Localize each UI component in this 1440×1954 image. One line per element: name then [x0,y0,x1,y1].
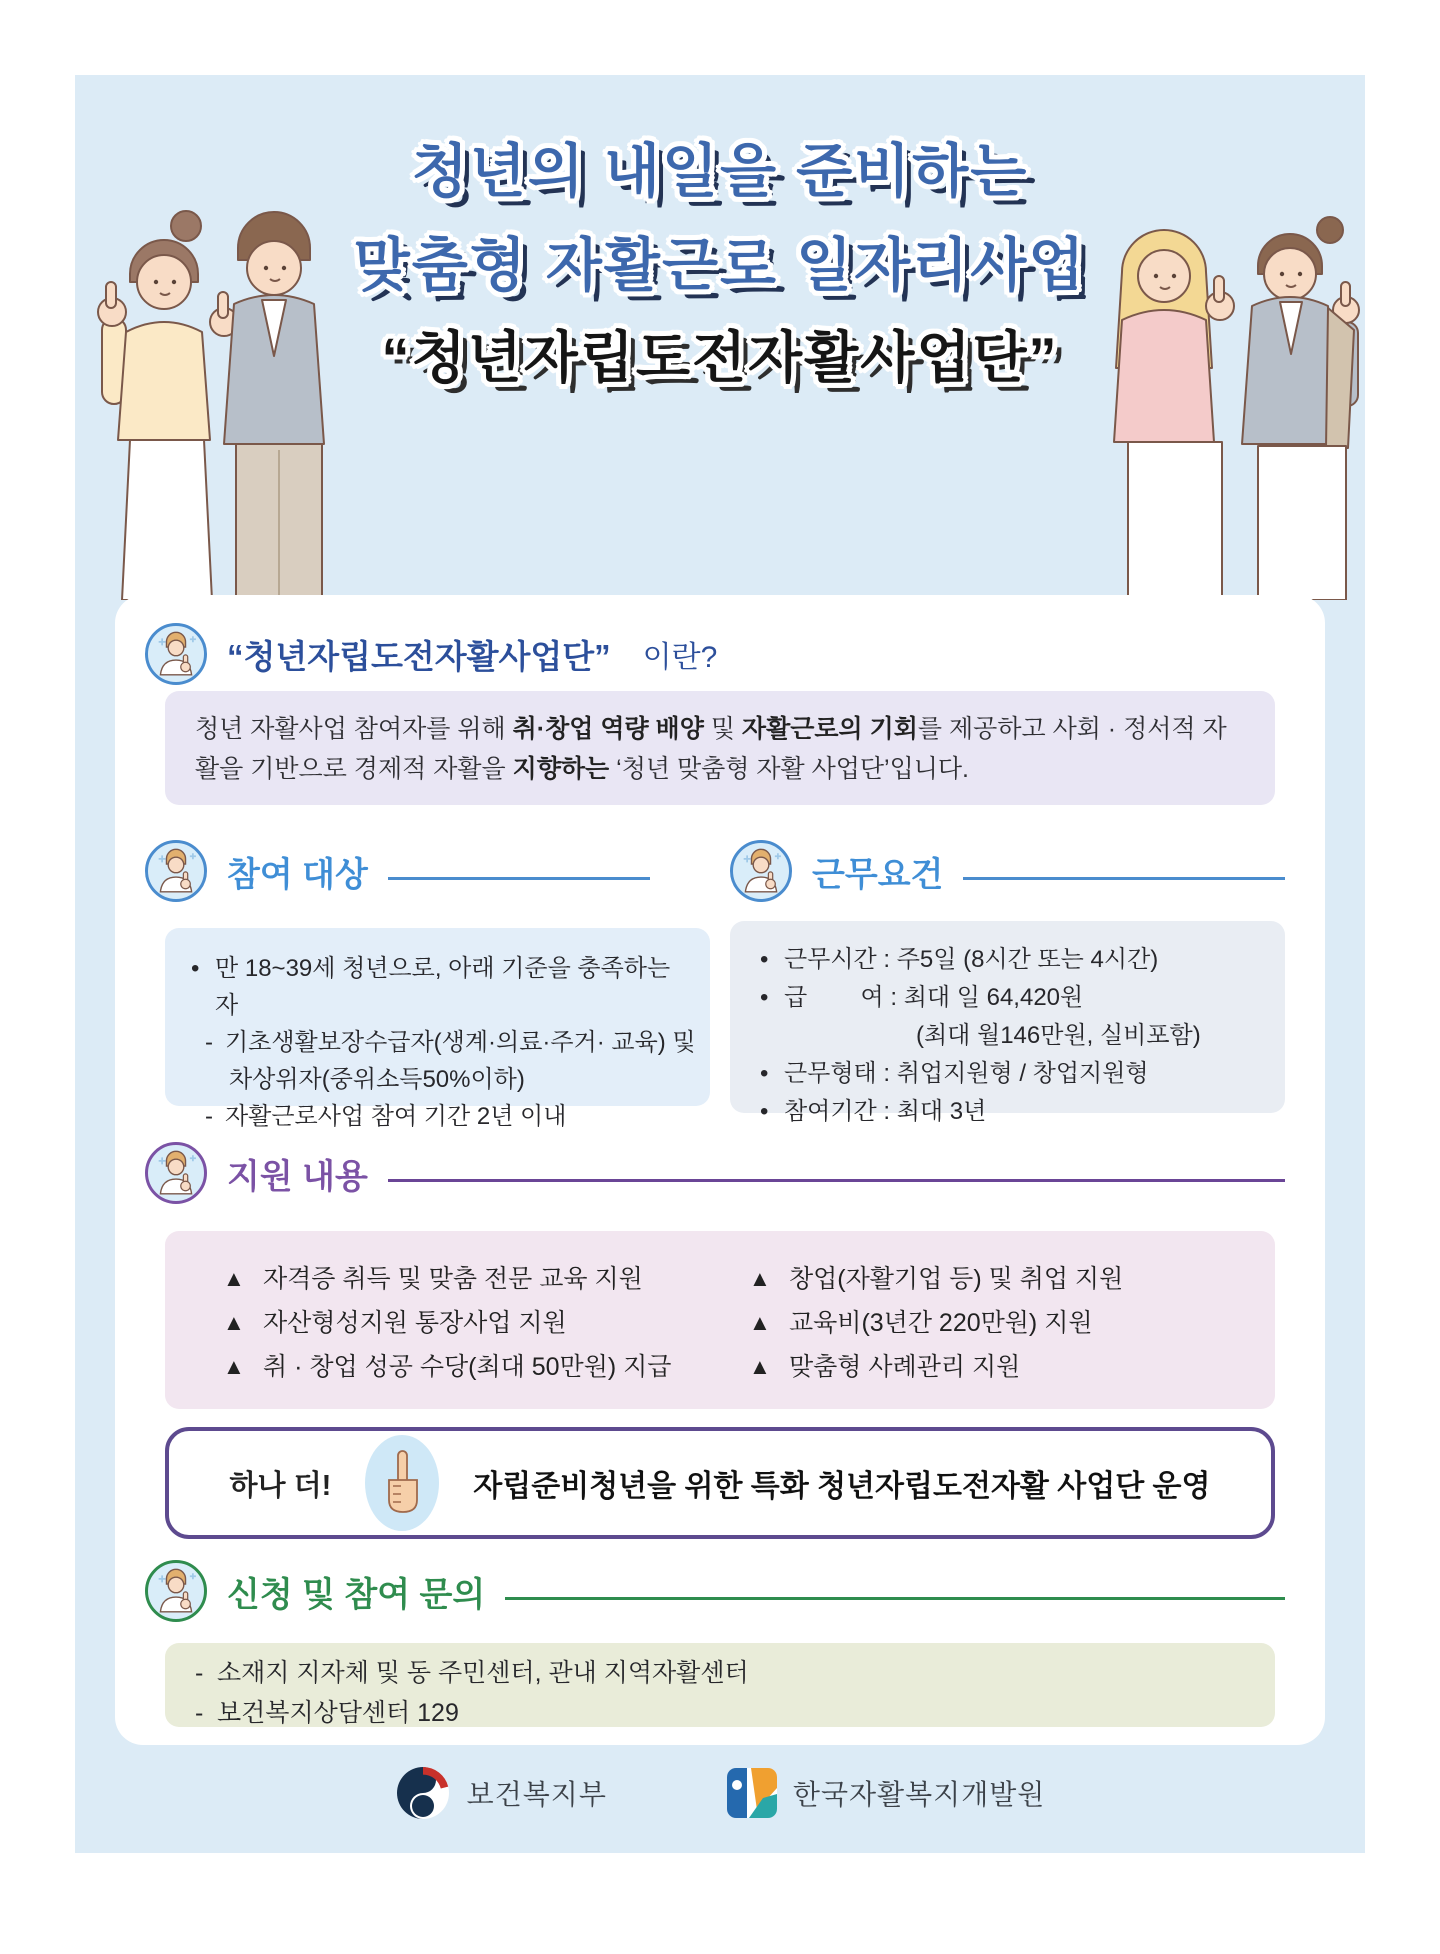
support-item-text: 취 · 창업 성공 수당(최대 50만원) 지급 [263,1353,672,1381]
work-item [760,941,1275,979]
support-item [749,1257,1275,1301]
org-kdissw-label: 한국자활복지개발원 [792,1779,1046,1810]
section-participation-header [145,838,650,904]
person-thumbs-up-icon [145,623,207,685]
title-line-2: 맞춤형 자활근로 일자리사업 [353,233,1087,298]
one-more-badge: 하나 더! [229,1469,332,1502]
support-label: 지원 내용 [227,1157,368,1196]
apply-label: 신청 및 참여 문의 [227,1575,486,1614]
support-rule [388,1179,1285,1182]
support-item-text: 창업(자활기업 등) 및 취업 지원 [789,1265,1124,1293]
dash-bullet: - [205,1029,213,1056]
work-item-text: 근무시간 : 주5일 (8시간 또는 4시간) [784,946,1159,973]
apply-item [195,1653,1245,1693]
work-item-text: (최대 월146만원, 실비포함) [916,1022,1201,1049]
person-thumbs-up-icon [145,1142,207,1204]
work-item [760,1055,1275,1093]
work-item-text: 급 여 : 최대 일 64,420원 [784,984,1084,1011]
support-item [223,1301,749,1345]
support-item [749,1345,1275,1389]
support-item [223,1345,749,1389]
work-item-text: 근무형태 : 취업지원형 / 창업지원형 [784,1060,1149,1087]
work-item-cont [760,1017,1275,1055]
support-box [165,1231,1275,1409]
work-item [760,1093,1275,1131]
section-support-header [145,1140,1285,1206]
about-text-bold: 취·창업 역량 배양 [512,715,704,743]
section-about-header [145,621,1285,687]
support-column-1 [223,1257,749,1409]
content-card [115,595,1325,1745]
apply-item [195,1693,1245,1733]
support-item-text: 맞춤형 사례관리 지원 [789,1353,1021,1381]
person-thumbs-up-icon [145,1560,207,1622]
work-rule [963,877,1285,880]
apply-item-text: 보건복지상담센터 129 [217,1699,459,1727]
section-apply-header [145,1558,1285,1624]
org-kdissw [727,1768,1045,1818]
participation-rule [388,877,650,880]
participation-subitem [191,1098,700,1135]
support-item-text: 교육비(3년간 220만원) 지원 [789,1309,1093,1337]
triangle-bullet: ▲ [749,1266,771,1291]
support-item-text: 자격증 취득 및 맞춤 전문 교육 지원 [263,1265,643,1293]
support-item-text: 자산형성지원 통장사업 지원 [263,1309,567,1337]
work-item [760,979,1275,1017]
support-column-2 [749,1257,1275,1409]
about-text: 청년 자활사업 참여자를 위해 [195,715,513,743]
dot-bullet: • [760,1060,769,1087]
org-mohw [395,1765,607,1821]
pointing-finger-icon [365,1435,439,1531]
triangle-bullet: ▲ [749,1354,771,1379]
dash-bullet: - [205,1103,213,1130]
participation-subitem-text: 자활근로사업 참여 기간 2년 이내 [225,1103,567,1130]
dash-bullet: - [195,1659,204,1687]
title-line-3: “청년자립도전자활사업단” [381,326,1059,389]
triangle-bullet: ▲ [223,1310,245,1335]
one-more-text: 자립준비청년을 위한 특화 청년자립도전자활 사업단 운영 [473,1470,1211,1503]
participation-subitem-text: 기초생활보장수급자(생계·의료·주거· 교육) 및 [225,1029,696,1056]
apply-item-text: 소재지 지자체 및 동 주민센터, 관내 지역자활센터 [217,1659,749,1687]
triangle-bullet: ▲ [749,1310,771,1335]
work-box [730,921,1285,1125]
dot-bullet: • [191,955,200,982]
participation-box [165,928,710,1130]
kdissw-emblem-logo [727,1768,777,1818]
work-item-text: 참여기간 : 최대 3년 [784,1098,987,1125]
participation-subitem-text: 차상위자(중위소득50%이하) [229,1066,525,1093]
support-item [223,1257,749,1301]
triangle-bullet: ▲ [223,1266,245,1291]
triangle-bullet: ▲ [223,1354,245,1379]
about-text: ‘청년 맞춤형 자활 사업단’입니다. [609,755,969,783]
dot-bullet: • [760,946,769,973]
participation-label: 참여 대상 [227,855,368,894]
apply-rule [505,1597,1285,1600]
dash-bullet: - [195,1699,204,1727]
participation-item-text: 만 18~39세 청년으로, 아래 기준을 충족하는 자 [215,955,671,1019]
support-item [749,1301,1275,1345]
person-thumbs-up-icon [730,840,792,902]
apply-box [165,1643,1275,1727]
participation-subitem-cont [191,1061,700,1098]
participation-subitem [191,1024,700,1061]
org-mohw-label: 보건복지부 [466,1779,607,1810]
about-heading-quoted: “청년자립도전자활사업단” [227,637,611,675]
participation-item [191,950,700,1024]
about-heading-rest: 이란? [642,641,718,674]
dot-bullet: • [760,1098,769,1125]
about-text: 를 제공하고 사회 · 정서적 자활을 기반으로 경제적 자활을 [195,715,1227,783]
section-work-header [730,838,1285,904]
work-label: 근무요건 [812,855,944,894]
about-text-bold: 자활근로의 기회 [741,715,918,743]
person-thumbs-up-icon [145,840,207,902]
dot-bullet: • [760,984,769,1011]
about-text: 및 [703,715,742,743]
mohw-taegeuk-logo [395,1765,451,1821]
one-more-callout [165,1427,1275,1539]
about-text-bold: 지향하는 [512,755,610,783]
about-description-box [165,691,1275,805]
footer-logos [75,1758,1365,1828]
title-line-1: 청년의 내일을 준비하는 [411,139,1029,204]
